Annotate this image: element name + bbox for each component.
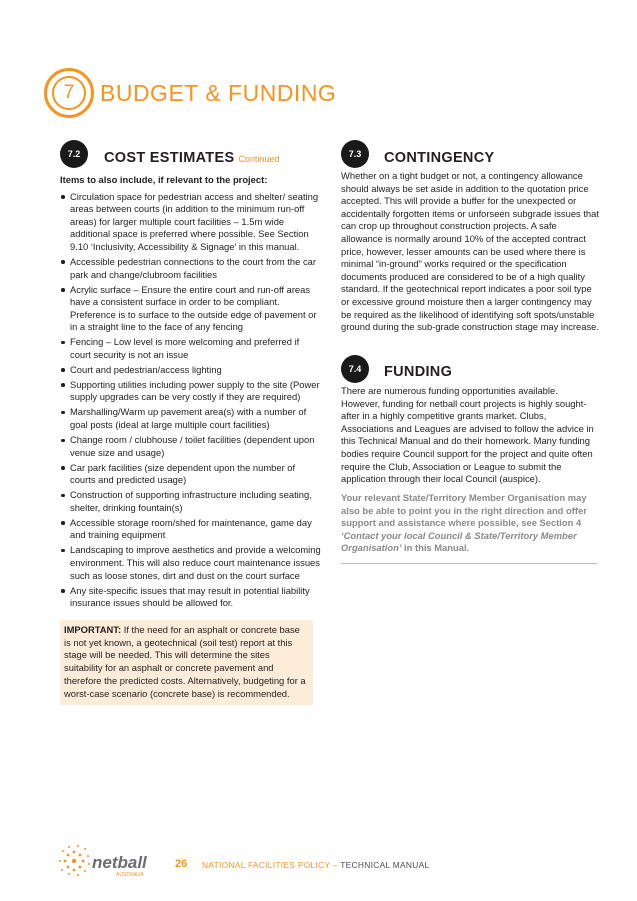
funding-text: There are numerous funding opportunities available. However, funding for netball court projects is highly sought-after in a highly competitive grants market. Clubs, Associations and Leagues are advised to follow the advice in this Technical Manual and do their homework. Many funding bodies require Council support for the project and quite often require the Club, Association or League to submit the application through their local Council (auspice). [341,385,594,485]
chapter-number-badge [44,68,94,118]
list-item: Accessible storage room/shed for maintenance, game day and training equipment [60,517,322,542]
list-item: Car park facilities (size dependent upon the number of courts and predicted usage) [60,462,322,487]
section-title-cost-estimates: COST ESTIMATES Continued [104,150,280,166]
section-title-funding: FUNDING [384,364,453,380]
list-item: Acrylic surface – Ensure the entire court and run-off areas have a consistent surface in order to be compliant. Preference is to surface to the outside edge of pavement or in a straight line to the face of any fencing [60,284,322,334]
important-text: If the need for an asphalt or concrete base is not yet known, a geotechnical (soil test) report at this stage will be needed. This will determine the sites suitability for an asphalt or concrete pavement and therefore the predicted costs. Alternatively, budgeting for a worst-case scenario (concrete base) is recommended. [64,624,306,699]
netball-sun-icon [59,845,90,876]
cost-estimates-body [60,174,322,612]
list-item: Accessible pedestrian connections to the court from the car park and change/clubroom facilities [60,256,322,281]
important-label: IMPORTANT: [64,624,122,635]
footer-title: NATIONAL FACILITIES POLICY – TECHNICAL MANUAL [202,860,430,870]
funding-body [341,385,599,486]
list-item: Marshalling/Warm up pavement area(s) with a number of goal posts (ideal at large multiple court facilities) [60,406,322,431]
section-title-contingency: CONTINGENCY [384,150,495,166]
list-item: Fencing – Low level is more welcoming and preferred if court security is not an issue [60,336,322,361]
contingency-text: Whether on a tight budget or not, a contingency allowance should always be set aside in addition to the quotation price accepted. This will provide a buffer for the unexpected or accidentally forgotten items or unforseen subgrade issues that can crop up throughout construction projects. A safe allowance is normally around 10% of the accepted contract price, however, lesser amounts can be used where there is minimal “in-ground” works required or the specification documents produced are considered to be of a high quality standard. If the geotechnical report indicates a poor soil type or excessive ground moisture then a larger contingency may be required as the likelihood of identifying soft spots/unstable ground during the sub-grade construction stage may increase. [341,170,599,333]
items-subheading: Items to also include, if relevant to the project: [60,174,268,185]
list-item: Construction of supporting infrastructure including seating, shelter, drinking fountain(s) [60,489,322,514]
cost-items-list [60,191,322,610]
continued-label: Continued [238,154,280,164]
list-item: Any site-specific issues that may result in potential liability insurance issues should be allowed for. [60,585,322,610]
list-item: Landscaping to improve aesthetics and provide a welcoming environment. This will also reduce court maintenance issues such as loose stones, dirt and dust on the court surface [60,544,322,582]
australia-wordmark: AUSTRALIA [116,872,144,878]
list-item: Change room / clubhouse / toilet facilities (dependent upon venue size and usage) [60,434,322,459]
chapter-number: 7 [63,82,75,103]
list-item: Court and pedestrian/access lighting [60,364,322,377]
netball-australia-logo [58,843,168,883]
important-note-box [60,620,313,705]
page-number: 26 [175,858,188,870]
list-item: Supporting utilities including power supply to the site (Power supply upgrades can be very costly if they are required) [60,379,322,404]
section-badge-7-3: 7.3 [341,140,369,168]
netball-wordmark: netball [92,853,147,872]
section-badge-7-2: 7.2 [60,140,88,168]
contingency-body [341,170,599,334]
section-badge-7-4: 7.4 [341,355,369,383]
list-item: Circulation space for pedestrian access and shelter/ seating areas between courts (in addition to the minimum run-off areas) for larger multiple court facilities – 1.5m wide additional space is preferred where possible. See Section 9.10 ‘Inclusivity, Accessibility & Signage’ in this manual. [60,191,322,254]
section-4-reference: ‘Contact your local Council & State/Territory Member Organisation’ [341,529,577,553]
member-organisation-callout: Your relevant State/Territory Member Organisation may also be able to point you in the right direction and offer support and assistance where possible, see Section 4 ‘Contact your local Council & State/Territory Member Organisation’ in this Manual. [341,492,597,564]
chapter-title: BUDGET & FUNDING [100,80,337,106]
